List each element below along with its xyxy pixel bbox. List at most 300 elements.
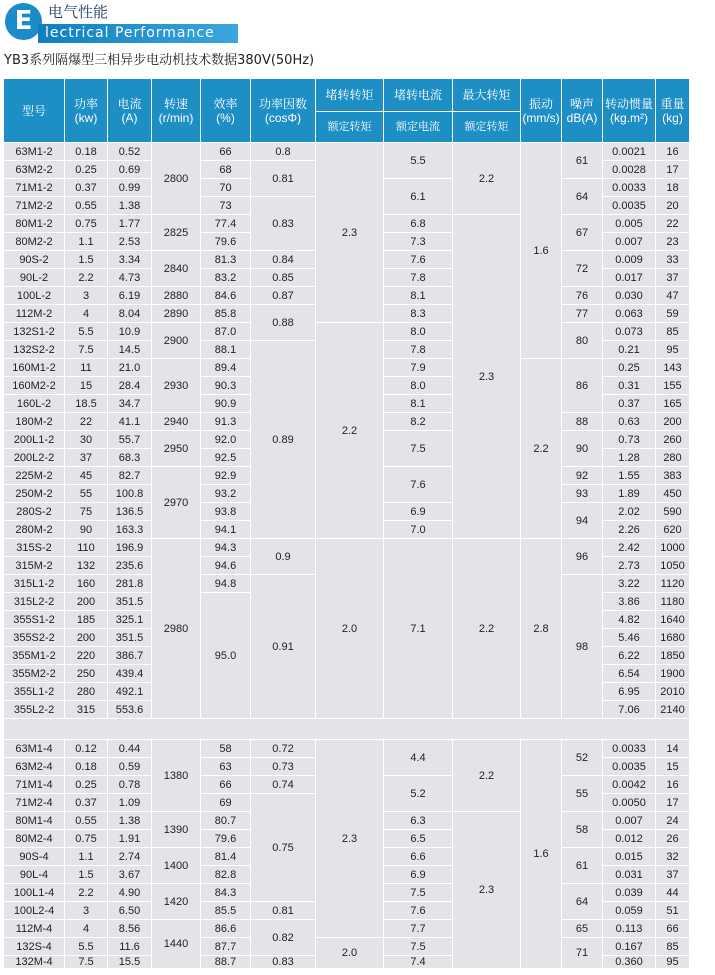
cell-weight: 23 — [656, 233, 689, 250]
cell-inertia: 0.31 — [603, 377, 655, 394]
cell-locked_current_ratio: 4.4 — [384, 740, 452, 775]
cell-power: 0.75 — [65, 215, 107, 232]
cell-power_factor: 0.83 — [251, 197, 315, 250]
cell-inertia: 3.22 — [603, 575, 655, 592]
cell-current: 3.67 — [108, 866, 151, 883]
cell-current: 0.69 — [108, 161, 151, 178]
cell-model: 63M2-2 — [4, 161, 64, 178]
cell-current: 3.34 — [108, 251, 151, 268]
cell-speed: 2980 — [152, 539, 200, 718]
cell-inertia: 0.063 — [603, 305, 655, 322]
cell-model: 315S-2 — [4, 539, 64, 556]
cell-model: 100L-2 — [4, 287, 64, 304]
col-header-label: 重量 — [660, 96, 685, 111]
cell-efficiency: 77.4 — [201, 215, 250, 232]
col-header-unit: (r/min) — [158, 110, 194, 125]
cell-max_torque_ratio: 2.2 — [453, 539, 520, 718]
cell-max_torque_ratio: 2.3 — [453, 812, 520, 968]
cell-efficiency: 69 — [201, 794, 250, 811]
cell-current: 6.50 — [108, 902, 151, 919]
cell-noise: 52 — [562, 740, 602, 775]
cell-inertia: 1.89 — [603, 485, 655, 502]
cell-locked_current_ratio: 6.9 — [384, 866, 452, 883]
cell-model: 63M1-2 — [4, 143, 64, 160]
cell-model: 71M1-2 — [4, 179, 64, 196]
cell-power: 110 — [65, 539, 107, 556]
cell-weight: 1850 — [656, 647, 689, 664]
cell-efficiency: 84.3 — [201, 884, 250, 901]
cell-current: 82.7 — [108, 467, 151, 484]
cell-model: 90S-2 — [4, 251, 64, 268]
col-header-power_factor — [251, 79, 315, 142]
cell-inertia: 2.42 — [603, 539, 655, 556]
cell-power: 1.1 — [65, 848, 107, 865]
cell-power_factor: 0.74 — [251, 776, 315, 793]
col-header-label: 效率 — [213, 96, 238, 111]
col-header-label: 功率因数 — [258, 96, 307, 111]
cell-model: 63M2-4 — [4, 758, 64, 775]
cell-power_factor: 0.73 — [251, 758, 315, 775]
cell-power: 2.2 — [65, 884, 107, 901]
cell-weight: 66 — [656, 920, 689, 937]
table-row — [4, 323, 689, 340]
cell-current: 386.7 — [108, 647, 151, 664]
cell-weight: 1180 — [656, 593, 689, 610]
cell-model: 71M2-4 — [4, 794, 64, 811]
cell-weight: 200 — [656, 413, 689, 430]
cell-max_torque_ratio: 2.3 — [453, 215, 520, 538]
cell-efficiency: 90.3 — [201, 377, 250, 394]
cell-current: 0.59 — [108, 758, 151, 775]
table-row — [4, 938, 689, 955]
cell-power: 45 — [65, 467, 107, 484]
col-header-model — [4, 79, 64, 142]
cell-locked_current_ratio: 8.1 — [384, 395, 452, 412]
col-subheader-locked_current_ratio: 额定电流 — [384, 112, 452, 142]
cell-current: 2.53 — [108, 233, 151, 250]
cell-model: 280S-2 — [4, 503, 64, 520]
cell-current: 492.1 — [108, 683, 151, 700]
cell-locked_current_ratio: 6.1 — [384, 179, 452, 214]
cell-inertia: 0.030 — [603, 287, 655, 304]
table-row — [4, 143, 689, 160]
cell-weight: 95 — [656, 341, 689, 358]
section-gap-row — [4, 719, 689, 739]
cell-model: 200L2-2 — [4, 449, 64, 466]
cell-locked_current_ratio: 7.6 — [384, 467, 452, 502]
cell-efficiency: 79.6 — [201, 233, 250, 250]
cell-model: 63M1-4 — [4, 740, 64, 757]
cell-inertia: 7.06 — [603, 701, 655, 718]
col-header-label: 噪声 — [569, 96, 594, 111]
cell-model: 132S1-2 — [4, 323, 64, 340]
cell-weight: 1900 — [656, 665, 689, 682]
col-header-locked_current_ratio: 堵转电流 — [384, 79, 452, 111]
cell-power: 0.55 — [65, 812, 107, 829]
cell-power: 18.5 — [65, 395, 107, 412]
cell-current: 0.99 — [108, 179, 151, 196]
cell-vibration: 1.6 — [521, 143, 561, 358]
cell-inertia: 0.031 — [603, 866, 655, 883]
cell-locked_current_ratio: 7.4 — [384, 956, 452, 968]
cell-efficiency: 93.2 — [201, 485, 250, 502]
cell-efficiency: 90.9 — [201, 395, 250, 412]
cell-weight: 1000 — [656, 539, 689, 556]
cell-weight: 143 — [656, 359, 689, 376]
cell-locked_current_ratio: 8.3 — [384, 305, 452, 322]
col-header-current — [108, 79, 151, 142]
cell-power: 0.37 — [65, 179, 107, 196]
cell-current: 0.78 — [108, 776, 151, 793]
cell-inertia: 0.0050 — [603, 794, 655, 811]
cell-model: 315M-2 — [4, 557, 64, 574]
cell-model: 355L1-2 — [4, 683, 64, 700]
cell-power_factor: 0.72 — [251, 740, 315, 757]
cell-power: 0.75 — [65, 830, 107, 847]
cell-inertia: 0.007 — [603, 233, 655, 250]
cell-model: 132M-4 — [4, 956, 64, 968]
cell-inertia: 4.82 — [603, 611, 655, 628]
cell-weight: 450 — [656, 485, 689, 502]
cell-power: 2.2 — [65, 269, 107, 286]
cell-efficiency: 92.9 — [201, 467, 250, 484]
cell-power: 4 — [65, 920, 107, 937]
cell-noise: 77 — [562, 305, 602, 322]
cell-weight: 165 — [656, 395, 689, 412]
cell-speed: 1380 — [152, 740, 200, 811]
cell-efficiency: 81.4 — [201, 848, 250, 865]
cell-noise: 64 — [562, 884, 602, 919]
cell-inertia: 0.073 — [603, 323, 655, 340]
table-caption: YB3系列隔爆型三相异步电动机技术数据380V(50Hz) — [4, 53, 315, 68]
cell-max_torque_ratio: 2.2 — [453, 143, 520, 214]
cell-inertia: 2.73 — [603, 557, 655, 574]
cell-weight: 37 — [656, 866, 689, 883]
col-header-vibration — [521, 79, 561, 142]
cell-efficiency: 89.4 — [201, 359, 250, 376]
cell-locked_current_ratio: 8.1 — [384, 287, 452, 304]
cell-current: 1.09 — [108, 794, 151, 811]
cell-efficiency: 88.7 — [201, 956, 250, 968]
cell-locked_current_ratio: 6.9 — [384, 503, 452, 520]
cell-current: 10.9 — [108, 323, 151, 340]
col-header-label: 功率 — [73, 96, 98, 111]
cell-power_factor: 0.9 — [251, 539, 315, 574]
cell-model: 100L1-4 — [4, 884, 64, 901]
cell-weight: 59 — [656, 305, 689, 322]
col-header-unit: (kg.m²) — [610, 110, 648, 125]
cell-vibration: 1.6 — [521, 740, 561, 968]
cell-noise: 61 — [562, 848, 602, 883]
cell-locked_torque_ratio: 2.0 — [316, 539, 383, 718]
cell-power: 0.55 — [65, 197, 107, 214]
cell-power: 200 — [65, 629, 107, 646]
col-header-unit: (A) — [121, 110, 138, 125]
cell-current: 196.9 — [108, 539, 151, 556]
cell-power: 0.18 — [65, 143, 107, 160]
cell-current: 281.8 — [108, 575, 151, 592]
cell-current: 553.6 — [108, 701, 151, 718]
cell-current: 55.7 — [108, 431, 151, 448]
cell-locked_current_ratio: 6.8 — [384, 215, 452, 232]
col-header-label: 电流 — [117, 96, 142, 111]
cell-inertia: 0.005 — [603, 215, 655, 232]
cell-inertia: 0.21 — [603, 341, 655, 358]
cell-current: 136.5 — [108, 503, 151, 520]
cell-inertia: 1.55 — [603, 467, 655, 484]
cell-power: 7.5 — [65, 341, 107, 358]
cell-power: 1.5 — [65, 251, 107, 268]
section-title: 电气性能 — [48, 3, 109, 21]
col-header-unit: (kg) — [662, 110, 683, 125]
cell-inertia: 0.73 — [603, 431, 655, 448]
cell-weight: 620 — [656, 521, 689, 538]
cell-noise: 58 — [562, 812, 602, 847]
cell-locked_current_ratio: 6.5 — [384, 830, 452, 847]
cell-power: 11 — [65, 359, 107, 376]
cell-weight: 17 — [656, 161, 689, 178]
cell-power: 250 — [65, 665, 107, 682]
cell-model: 132S-4 — [4, 938, 64, 955]
cell-power_factor: 0.75 — [251, 794, 315, 901]
cell-noise: 65 — [562, 920, 602, 937]
cell-efficiency: 83.2 — [201, 269, 250, 286]
cell-weight: 1050 — [656, 557, 689, 574]
col-subheader-max_torque_ratio: 额定转矩 — [453, 112, 520, 142]
cell-power: 1.5 — [65, 866, 107, 883]
cell-efficiency: 80.7 — [201, 812, 250, 829]
cell-locked_current_ratio: 7.5 — [384, 431, 452, 466]
cell-inertia: 0.0035 — [603, 197, 655, 214]
cell-current: 235.6 — [108, 557, 151, 574]
col-header-unit: (mm/s) — [522, 110, 560, 125]
cell-power: 220 — [65, 647, 107, 664]
cell-max_torque_ratio: 2.2 — [453, 740, 520, 811]
cell-vibration: 2.8 — [521, 539, 561, 718]
cell-current: 8.04 — [108, 305, 151, 322]
cell-noise: 93 — [562, 485, 602, 502]
cell-noise: 96 — [562, 539, 602, 574]
cell-noise: 92 — [562, 467, 602, 484]
cell-inertia: 0.0042 — [603, 776, 655, 793]
cell-inertia: 6.54 — [603, 665, 655, 682]
cell-inertia: 0.63 — [603, 413, 655, 430]
cell-weight: 14 — [656, 740, 689, 757]
cell-locked_current_ratio: 5.2 — [384, 776, 452, 811]
cell-weight: 260 — [656, 431, 689, 448]
col-header-weight — [656, 79, 689, 142]
cell-locked_current_ratio: 7.8 — [384, 269, 452, 286]
cell-power: 4 — [65, 305, 107, 322]
cell-power: 15 — [65, 377, 107, 394]
cell-model: 315L1-2 — [4, 575, 64, 592]
col-header-unit: (%) — [216, 110, 235, 125]
cell-model: 71M2-2 — [4, 197, 64, 214]
cell-model: 315L2-2 — [4, 593, 64, 610]
cell-power_factor: 0.84 — [251, 251, 315, 268]
cell-weight: 1640 — [656, 611, 689, 628]
cell-model: 355S1-2 — [4, 611, 64, 628]
cell-power: 315 — [65, 701, 107, 718]
cell-power_factor: 0.81 — [251, 161, 315, 196]
cell-locked_current_ratio: 7.9 — [384, 359, 452, 376]
cell-locked_current_ratio: 7.6 — [384, 902, 452, 919]
motor-data-table — [3, 78, 690, 969]
cell-noise: 90 — [562, 431, 602, 466]
cell-current: 28.4 — [108, 377, 151, 394]
cell-inertia: 6.95 — [603, 683, 655, 700]
cell-locked_torque_ratio: 2.3 — [316, 740, 383, 937]
cell-efficiency: 92.0 — [201, 431, 250, 448]
cell-power: 0.37 — [65, 794, 107, 811]
cell-locked_current_ratio: 7.0 — [384, 521, 452, 538]
cell-noise: 76 — [562, 287, 602, 304]
cell-efficiency: 87.0 — [201, 323, 250, 340]
cell-inertia: 0.0033 — [603, 179, 655, 196]
col-header-label: 型号 — [21, 103, 46, 118]
cell-noise: 67 — [562, 215, 602, 250]
cell-locked_torque_ratio: 2.0 — [316, 938, 383, 968]
cell-weight: 155 — [656, 377, 689, 394]
cell-power: 55 — [65, 485, 107, 502]
cell-inertia: 2.26 — [603, 521, 655, 538]
col-header-efficiency — [201, 79, 250, 142]
cell-model: 80M1-2 — [4, 215, 64, 232]
cell-inertia: 0.167 — [603, 938, 655, 955]
cell-noise: 71 — [562, 938, 602, 968]
cell-inertia: 0.0035 — [603, 758, 655, 775]
cell-inertia: 0.25 — [603, 359, 655, 376]
cell-weight: 51 — [656, 902, 689, 919]
cell-model: 355M2-2 — [4, 665, 64, 682]
cell-locked_current_ratio: 7.1 — [384, 539, 452, 718]
cell-speed: 2800 — [152, 143, 200, 214]
cell-current: 1.77 — [108, 215, 151, 232]
cell-inertia: 0.017 — [603, 269, 655, 286]
cell-current: 6.19 — [108, 287, 151, 304]
cell-inertia: 0.113 — [603, 920, 655, 937]
cell-current: 2.74 — [108, 848, 151, 865]
cell-power: 37 — [65, 449, 107, 466]
cell-power: 1.1 — [65, 233, 107, 250]
cell-weight: 18 — [656, 179, 689, 196]
cell-noise: 98 — [562, 575, 602, 718]
cell-inertia: 0.0021 — [603, 143, 655, 160]
cell-speed: 2900 — [152, 323, 200, 358]
col-header-unit: (kw) — [74, 110, 98, 125]
cell-locked_current_ratio: 5.5 — [384, 143, 452, 178]
cell-speed: 2940 — [152, 413, 200, 430]
cell-current: 325.1 — [108, 611, 151, 628]
cell-model: 132S2-2 — [4, 341, 64, 358]
cell-weight: 20 — [656, 197, 689, 214]
cell-efficiency: 85.5 — [201, 902, 250, 919]
cell-power_factor: 0.85 — [251, 269, 315, 286]
cell-power_factor: 0.82 — [251, 920, 315, 955]
section-header — [0, 0, 715, 48]
cell-efficiency: 93.8 — [201, 503, 250, 520]
cell-efficiency: 68 — [201, 161, 250, 178]
cell-speed: 1420 — [152, 884, 200, 919]
cell-power: 0.25 — [65, 161, 107, 178]
cell-power_factor: 0.8 — [251, 143, 315, 160]
cell-weight: 85 — [656, 938, 689, 955]
cell-locked_current_ratio: 8.0 — [384, 323, 452, 340]
cell-model: 160M2-2 — [4, 377, 64, 394]
cell-locked_current_ratio: 7.6 — [384, 251, 452, 268]
col-header-unit: dB(A) — [566, 110, 598, 125]
cell-model: 100L2-4 — [4, 902, 64, 919]
cell-current: 14.5 — [108, 341, 151, 358]
cell-weight: 590 — [656, 503, 689, 520]
cell-current: 0.44 — [108, 740, 151, 757]
cell-noise: 94 — [562, 503, 602, 538]
cell-power: 0.12 — [65, 740, 107, 757]
cell-power: 0.18 — [65, 758, 107, 775]
cell-model: 200L1-2 — [4, 431, 64, 448]
cell-model: 112M-2 — [4, 305, 64, 322]
cell-inertia: 0.360 — [603, 956, 655, 968]
cell-model: 90S-4 — [4, 848, 64, 865]
cell-efficiency: 87.7 — [201, 938, 250, 955]
cell-speed: 2825 — [152, 215, 200, 250]
cell-weight: 2140 — [656, 701, 689, 718]
cell-speed: 1390 — [152, 812, 200, 847]
cell-efficiency: 94.8 — [201, 575, 250, 592]
cell-model: 250M-2 — [4, 485, 64, 502]
cell-speed: 1400 — [152, 848, 200, 883]
cell-power: 200 — [65, 593, 107, 610]
cell-current: 68.3 — [108, 449, 151, 466]
cell-locked_torque_ratio: 2.2 — [316, 323, 383, 538]
cell-model: 280M-2 — [4, 521, 64, 538]
cell-current: 34.7 — [108, 395, 151, 412]
cell-inertia: 0.015 — [603, 848, 655, 865]
cell-weight: 16 — [656, 776, 689, 793]
cell-weight: 280 — [656, 449, 689, 466]
table-row — [4, 740, 689, 757]
section-letter-icon: E — [5, 3, 42, 40]
cell-current: 15.5 — [108, 956, 151, 968]
cell-weight: 1120 — [656, 575, 689, 592]
cell-current: 8.56 — [108, 920, 151, 937]
cell-locked_current_ratio: 8.0 — [384, 377, 452, 394]
cell-power_factor: 0.91 — [251, 575, 315, 718]
cell-speed: 2840 — [152, 251, 200, 286]
cell-power: 3 — [65, 902, 107, 919]
cell-current: 351.5 — [108, 629, 151, 646]
cell-model: 90L-4 — [4, 866, 64, 883]
cell-inertia: 0.37 — [603, 395, 655, 412]
cell-efficiency: 58 — [201, 740, 250, 757]
cell-efficiency: 92.5 — [201, 449, 250, 466]
cell-power: 5.5 — [65, 323, 107, 340]
cell-weight: 15 — [656, 758, 689, 775]
cell-power: 22 — [65, 413, 107, 430]
cell-weight: 24 — [656, 812, 689, 829]
cell-current: 11.6 — [108, 938, 151, 955]
cell-weight: 37 — [656, 269, 689, 286]
cell-locked_current_ratio: 6.3 — [384, 812, 452, 829]
col-header-max_torque_ratio: 最大转矩 — [453, 79, 520, 111]
section-gap-cell — [4, 719, 689, 739]
cell-weight: 33 — [656, 251, 689, 268]
cell-weight: 47 — [656, 287, 689, 304]
cell-current: 1.91 — [108, 830, 151, 847]
col-header-unit: (cosΦ) — [264, 110, 302, 125]
table-row — [4, 539, 689, 556]
cell-efficiency: 94.6 — [201, 557, 250, 574]
